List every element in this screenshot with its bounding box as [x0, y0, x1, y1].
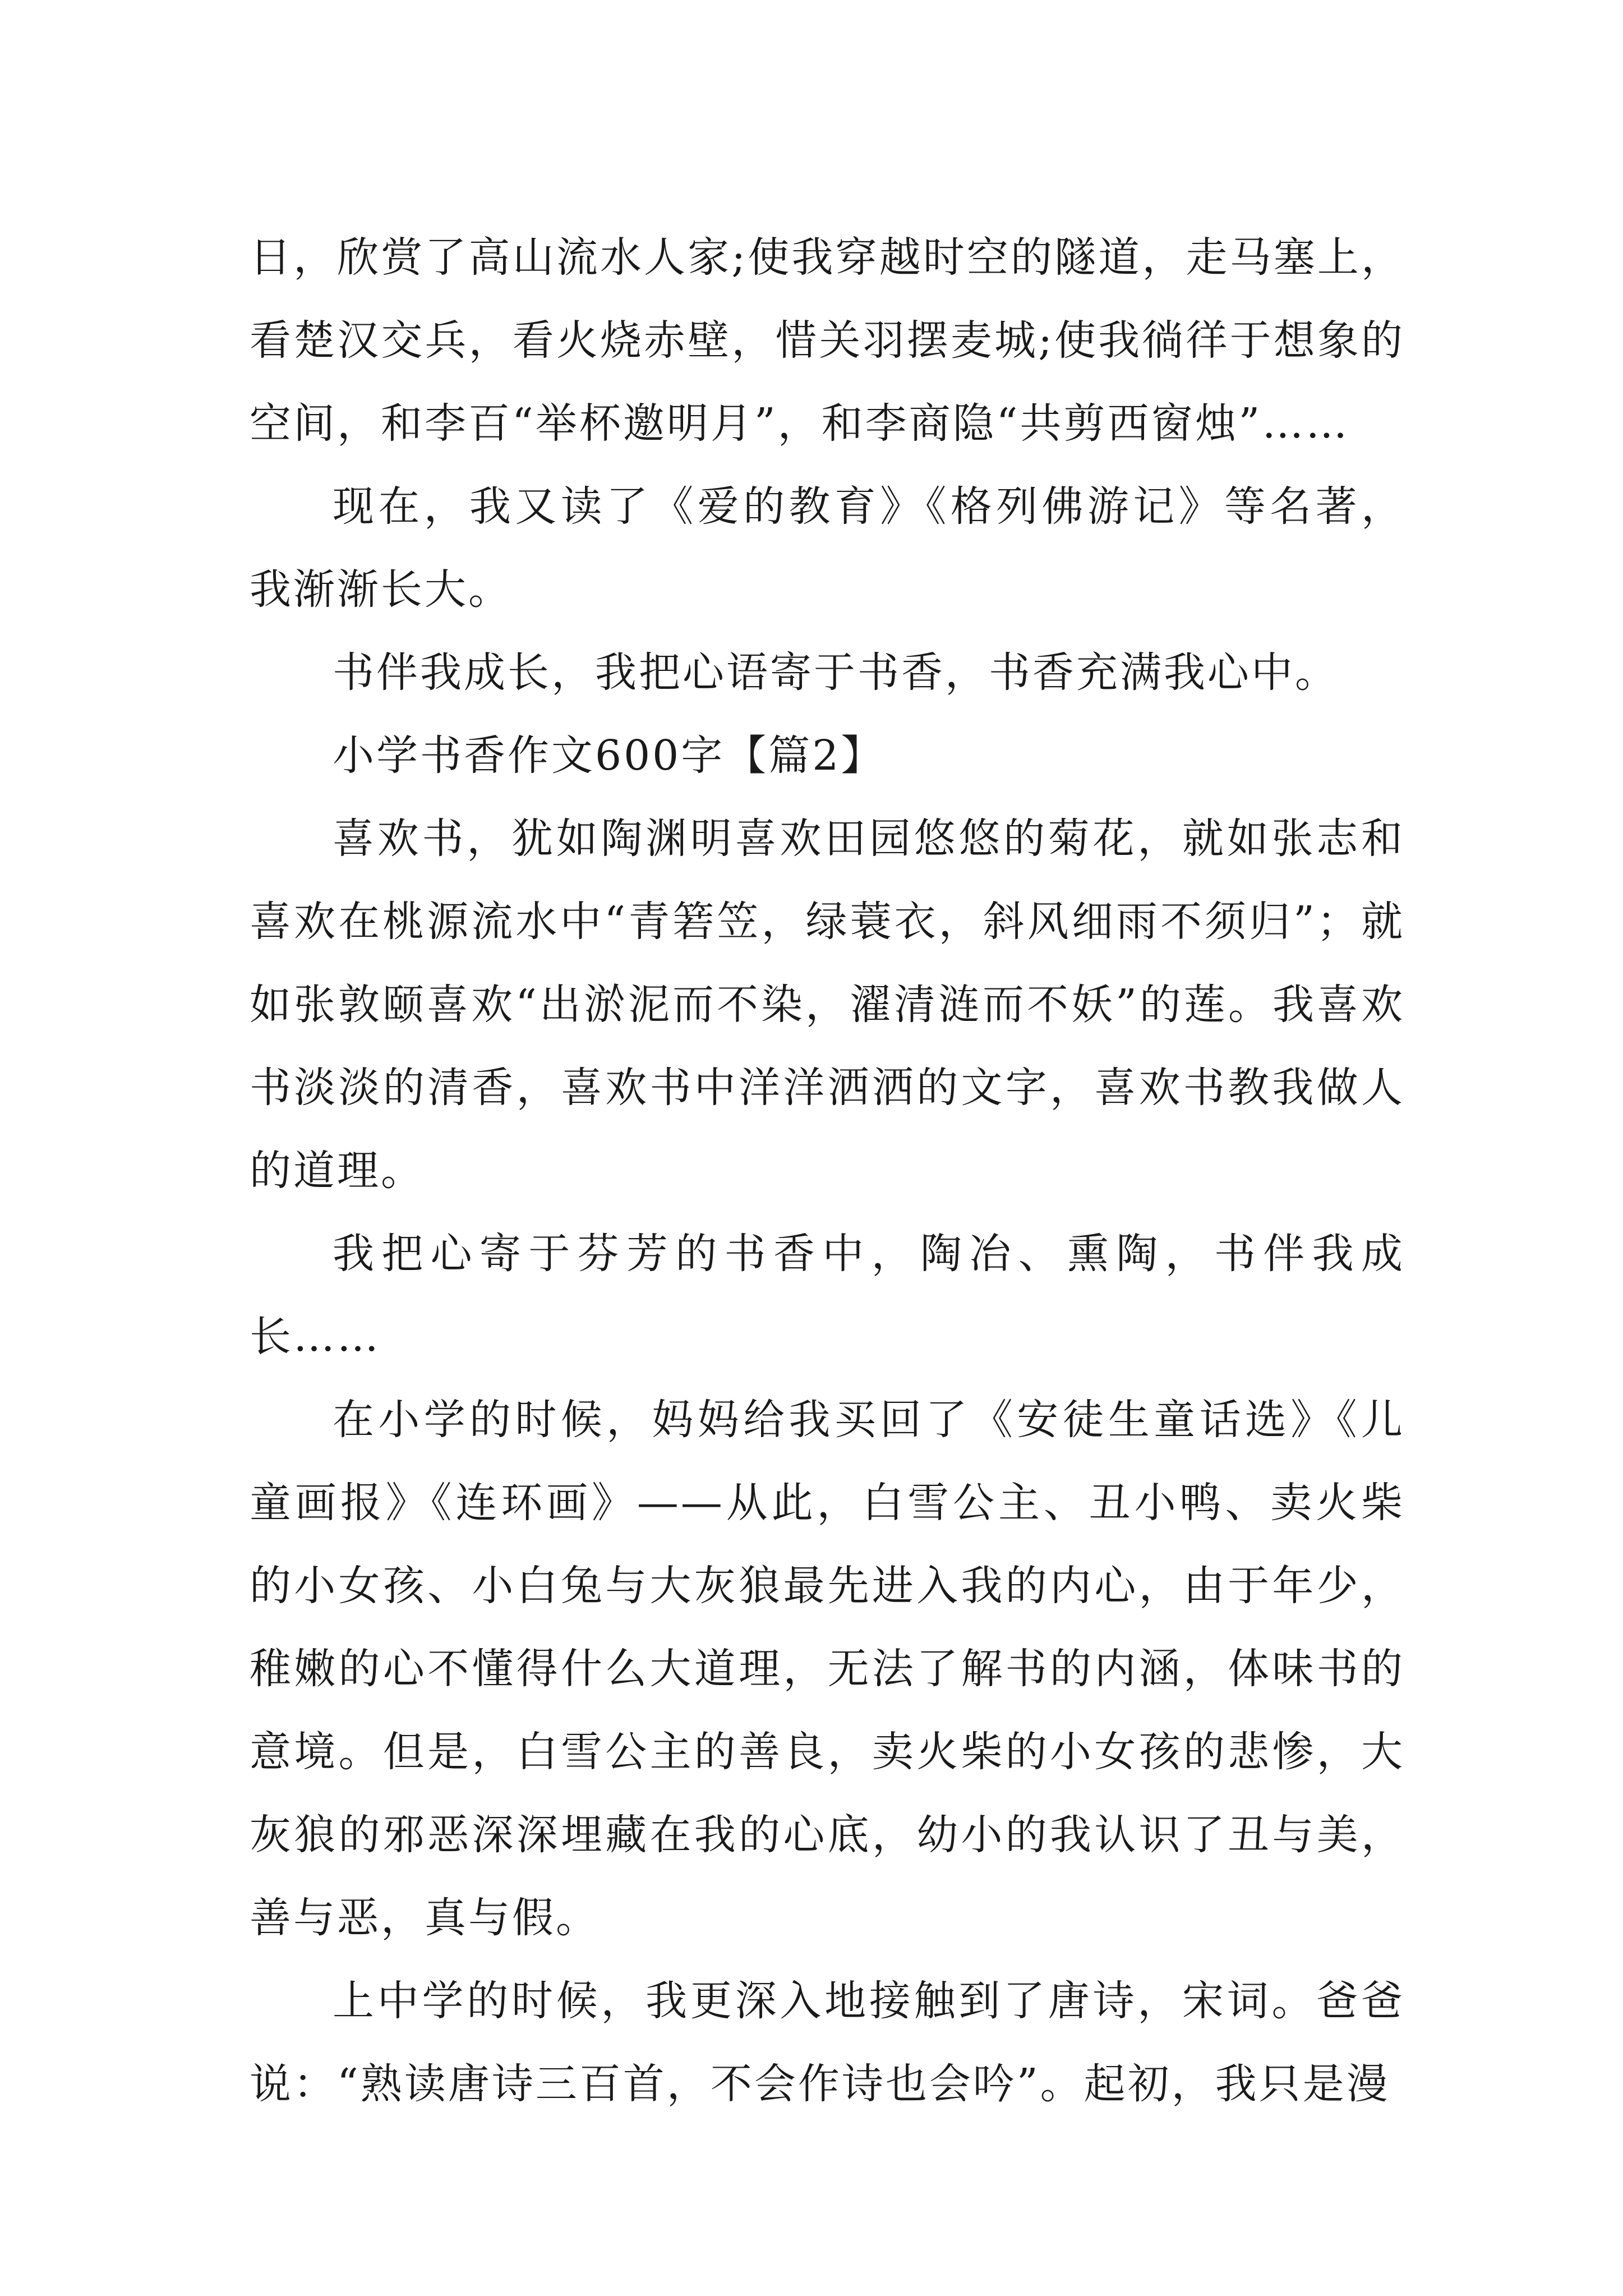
paragraph-1: 日，欣赏了高山流水人家;使我穿越时空的隧道，走马塞上，看楚汉交兵，看火烧赤壁，惜关羽摆麦城;使我徜徉于想象的空间，和李百“举杯邀明月”，和李商隐“共剪西窗烛”…… — [250, 233, 1405, 448]
section-heading: 小学书香作文600字【篇2】 — [333, 731, 885, 780]
document-body — [250, 216, 1405, 2125]
paragraph-7: 上中学的时候，我更深入地接触到了唐诗，宋词。爸爸说：“熟读唐诗三百首，不会作诗也会吟”。起初，我只是漫 — [250, 1977, 1405, 2108]
paragraph-6: 在小学的时候，妈妈给我买回了《安徒生童话选》《儿童画报》《连环画》——从此，白雪公主、丑小鸭、卖火柴的小女孩、小白兔与大灰狼最先进入我的内心，由于年少，稚嫩的心不懂得什么大道理，无法了解书的内涵，体味书的意境。但是，白雪公主的善良，卖火柴的小女孩的悲惨，大灰狼的邪恶深深埋藏在我的心底，幼小的我认识了丑与美，善与恶，真与假。 — [250, 1396, 1405, 1942]
paragraph-3: 书伴我成长，我把心语寄于书香，书香充满我心中。 — [333, 648, 1339, 697]
paragraph-5: 我把心寄于芬芳的书香中，陶冶、熏陶，书伴我成长…… — [250, 1230, 1405, 1361]
paragraph-2: 现在，我又读了《爱的教育》《格列佛游记》等名著，我渐渐长大。 — [250, 482, 1405, 614]
paragraph-4: 喜欢书，犹如陶渊明喜欢田园悠悠的菊花，就如张志和喜欢在桃源流水中“青箬笠，绿蓑衣，斜风细雨不须归”；就如张敦颐喜欢“出淤泥而不染，濯清涟而不妖”的莲。我喜欢书淡淡的清香，喜欢书中洋洋洒洒的文字，喜欢书教我做人的道理。 — [250, 815, 1405, 1195]
